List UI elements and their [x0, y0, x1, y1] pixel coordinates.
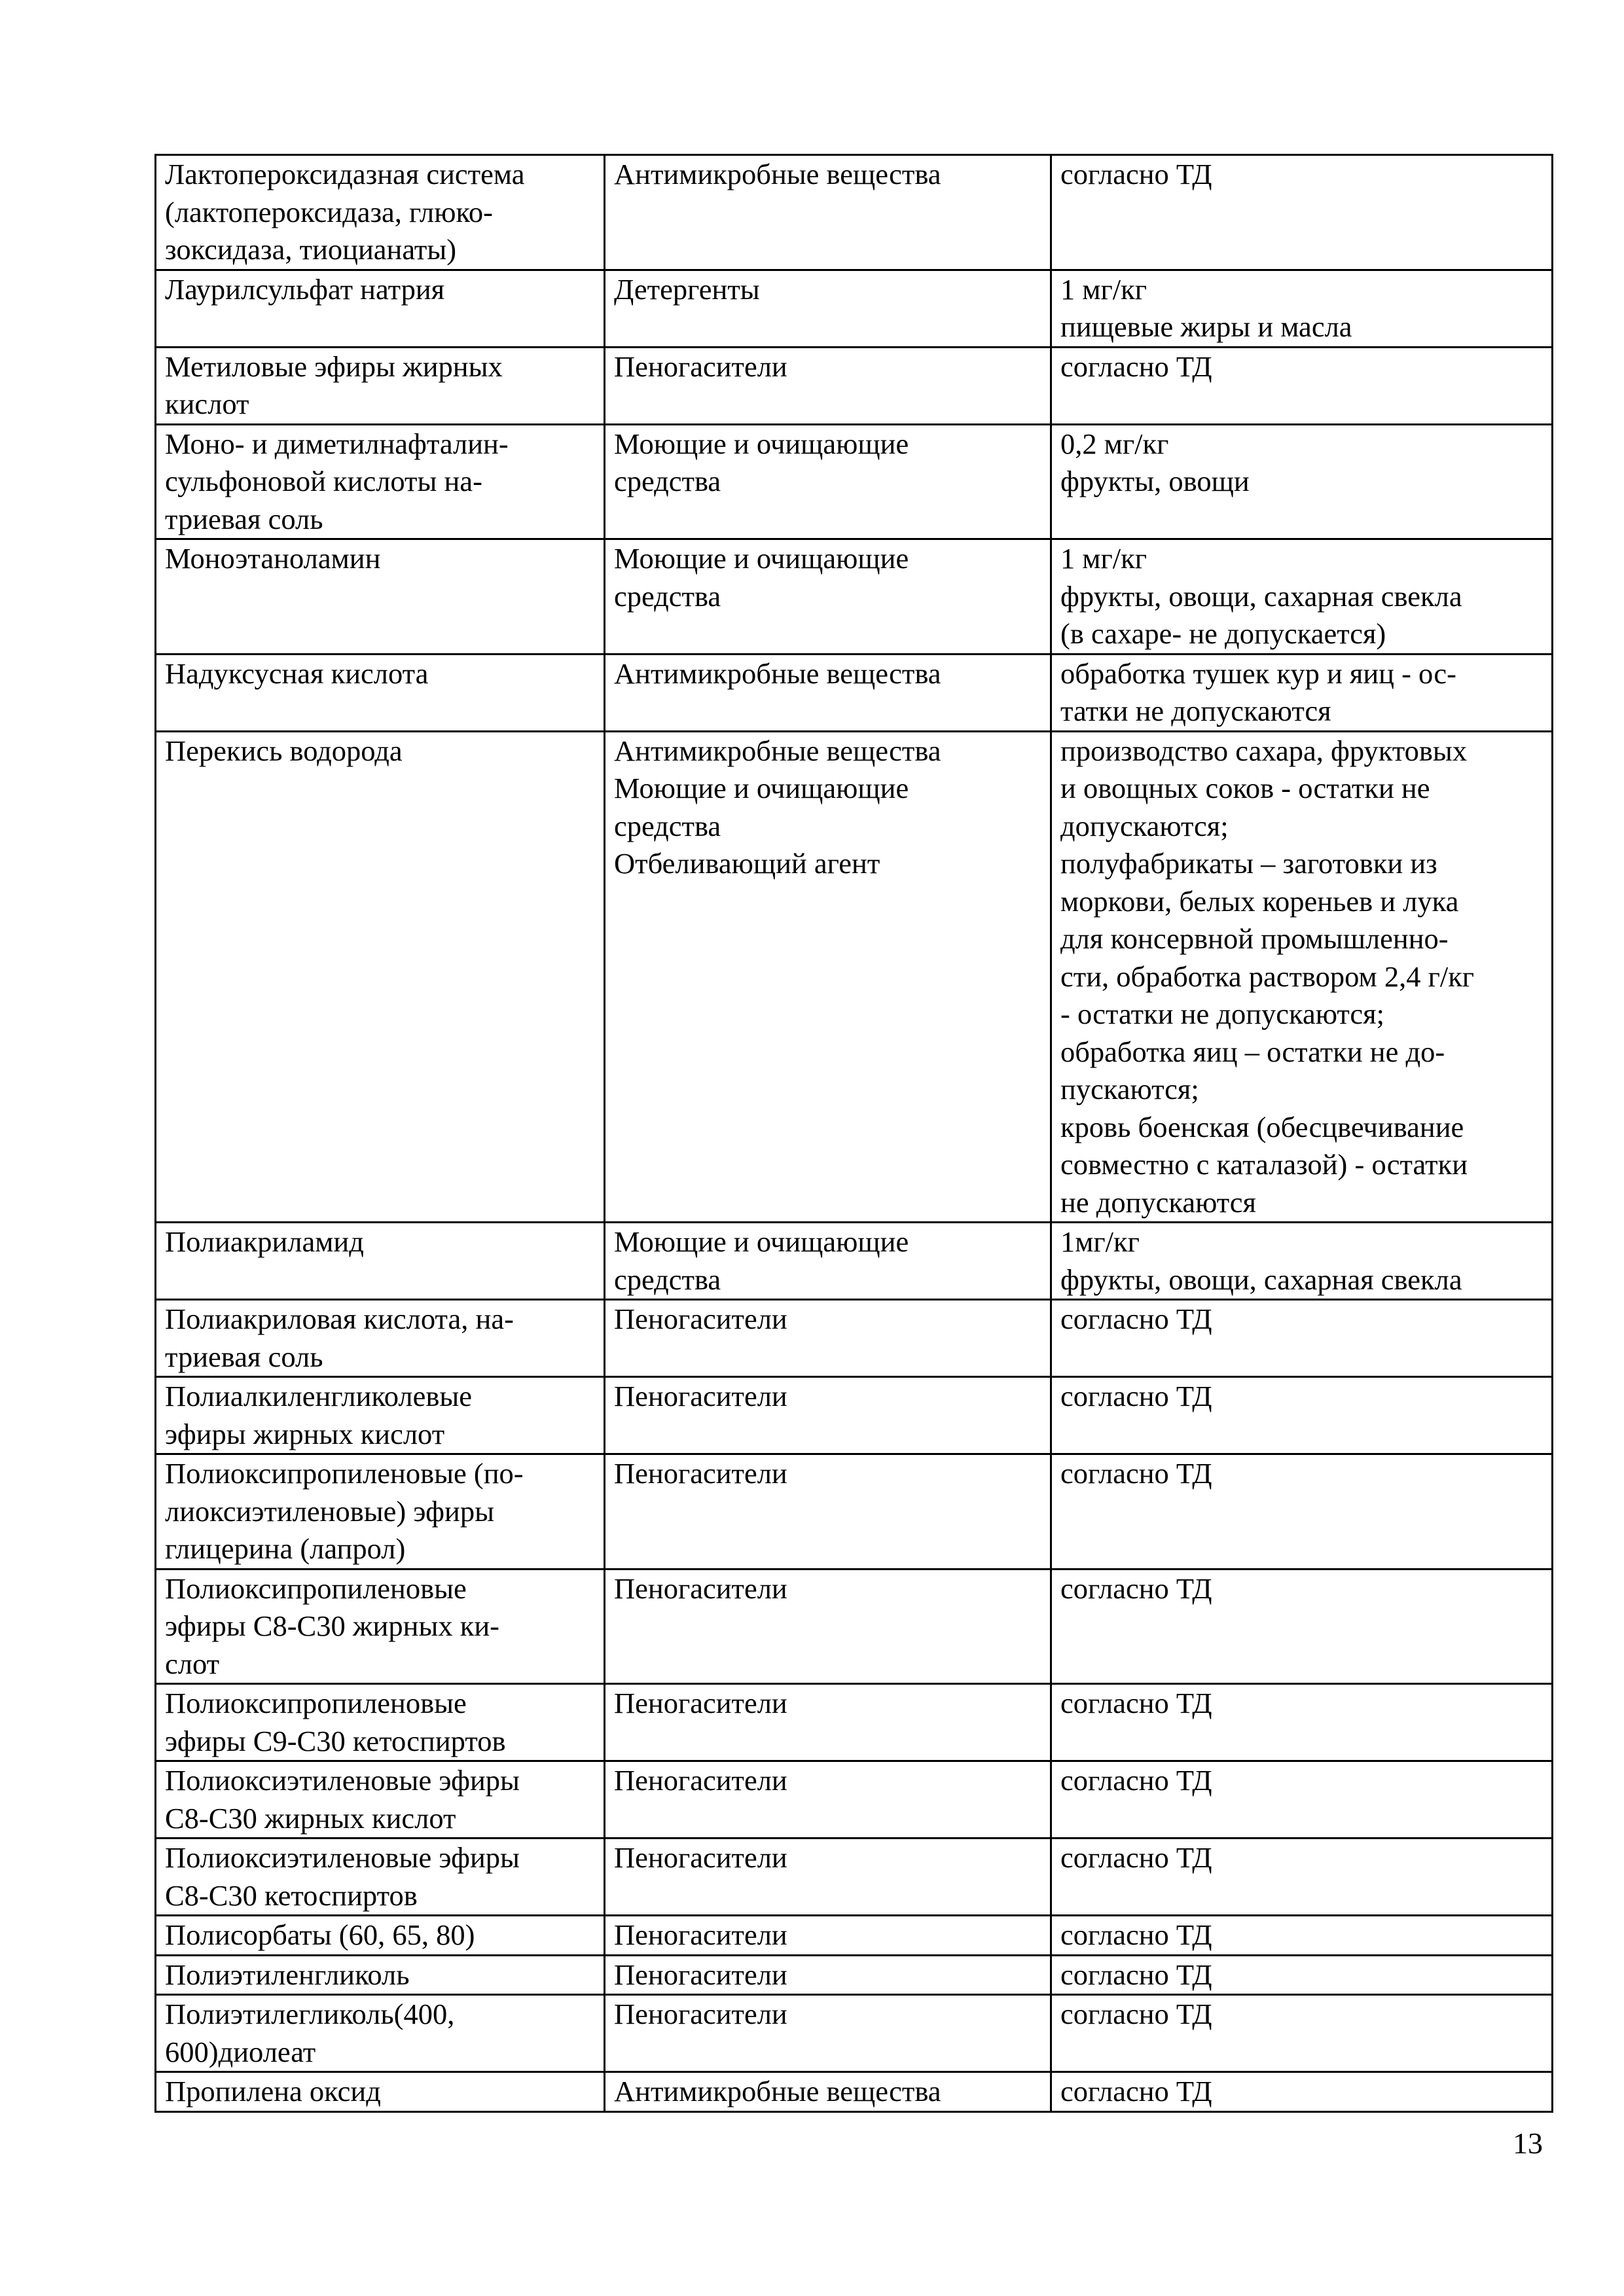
function-cell: Антимикробные вещества — [605, 654, 1051, 731]
function-cell: Пеногасители — [605, 1995, 1051, 2072]
table-row — [156, 1300, 1553, 1377]
conditions-cell: согласно ТД — [1051, 1995, 1553, 2072]
function-cell: Пеногасители — [605, 1300, 1051, 1377]
conditions-cell: согласно ТД — [1051, 347, 1553, 424]
substance-cell: Полиэтилегликоль(400, 600)диолеат — [156, 1995, 605, 2072]
table-row — [156, 1955, 1553, 1995]
substance-cell: Надуксусная кислота — [156, 654, 605, 731]
substance-cell: Пропилена оксид — [156, 2072, 605, 2112]
table-row — [156, 424, 1553, 539]
substance-cell: Полиоксиэтиленовые эфиры С8-С30 жирных кислот — [156, 1761, 605, 1839]
function-cell: Пеногасители — [605, 347, 1051, 424]
conditions-cell: 1мг/кг фрукты, овощи, сахарная свекла — [1051, 1223, 1553, 1300]
table-row — [156, 1569, 1553, 1684]
function-cell: Пеногасители — [605, 1684, 1051, 1761]
table-row — [156, 2072, 1553, 2112]
table-row — [156, 1223, 1553, 1300]
function-cell: Пеногасители — [605, 1761, 1051, 1839]
conditions-cell: 1 мг/кг фрукты, овощи, сахарная свекла (в сахаре- не допускается) — [1051, 539, 1553, 655]
function-cell: Детергенты — [605, 270, 1051, 347]
table-row — [156, 731, 1553, 1223]
function-cell: Антимикробные вещества Моющие и очищающие средства Отбеливающий агент — [605, 731, 1051, 1223]
conditions-cell: производство сахара, фруктовых и овощных соков - остатки не допускаются; полуфабрикаты – заготовки из моркови, белых кореньев и лука для консервной промышленно- сти, обработка раствором 2,4 г/кг - остатки не допускаются; обработка яиц – остатки не до- пускаются; кровь боенская (обесцвечивание совместно с каталазой) - остатки не допускаются — [1051, 731, 1553, 1223]
substance-cell: Полиоксиэтиленовые эфиры С8-С30 кетоспиртов — [156, 1839, 605, 1916]
table-row — [156, 1839, 1553, 1916]
substance-cell: Лактопероксидазная система (лактопероксидаза, глюко- зоксидаза, тиоцианаты) — [156, 155, 605, 270]
table-row — [156, 1916, 1553, 1956]
conditions-cell: согласно ТД — [1051, 1916, 1553, 1956]
substance-cell: Моноэтаноламин — [156, 539, 605, 655]
conditions-cell: согласно ТД — [1051, 1300, 1553, 1377]
substance-cell: Полиакриловая кислота, на- триевая соль — [156, 1300, 605, 1377]
table-row — [156, 1761, 1553, 1839]
substance-cell: Полиоксипропиленовые эфиры С8-С30 жирных ки- слот — [156, 1569, 605, 1684]
substance-cell: Полиакриламид — [156, 1223, 605, 1300]
substance-cell: Полиоксипропиленовые эфиры С9-С30 кетоспиртов — [156, 1684, 605, 1761]
table-row — [156, 1995, 1553, 2072]
conditions-cell: согласно ТД — [1051, 2072, 1553, 2112]
function-cell: Антимикробные вещества — [605, 155, 1051, 270]
conditions-cell: 1 мг/кг пищевые жиры и масла — [1051, 270, 1553, 347]
conditions-cell: согласно ТД — [1051, 1955, 1553, 1995]
function-cell: Пеногасители — [605, 1955, 1051, 1995]
substance-cell: Полиэтиленгликоль — [156, 1955, 605, 1995]
function-cell: Моющие и очищающие средства — [605, 424, 1051, 539]
table-row — [156, 155, 1553, 270]
conditions-cell: согласно ТД — [1051, 1454, 1553, 1570]
conditions-cell: согласно ТД — [1051, 1761, 1553, 1839]
table-row — [156, 1377, 1553, 1454]
conditions-cell: согласно ТД — [1051, 1684, 1553, 1761]
table-row — [156, 539, 1553, 655]
conditions-cell: согласно ТД — [1051, 1569, 1553, 1684]
substances-table — [154, 154, 1553, 2113]
conditions-cell: согласно ТД — [1051, 155, 1553, 270]
table-row — [156, 654, 1553, 731]
conditions-cell: обработка тушек кур и яиц - ос- татки не допускаются — [1051, 654, 1553, 731]
function-cell: Антимикробные вещества — [605, 2072, 1051, 2112]
substance-cell: Полиоксипропиленовые (по- лиоксиэтиленовые) эфиры глицерина (лапрол) — [156, 1454, 605, 1570]
page-number: 13 — [1513, 2126, 1543, 2160]
function-cell: Моющие и очищающие средства — [605, 539, 1051, 655]
substance-cell: Лаурилсульфат натрия — [156, 270, 605, 347]
substance-cell: Моно- и диметилнафталин- сульфоновой кислоты на- триевая соль — [156, 424, 605, 539]
substance-cell: Перекись водорода — [156, 731, 605, 1223]
function-cell: Пеногасители — [605, 1454, 1051, 1570]
table-row — [156, 347, 1553, 424]
function-cell: Моющие и очищающие средства — [605, 1223, 1051, 1300]
function-cell: Пеногасители — [605, 1569, 1051, 1684]
table-row — [156, 1454, 1553, 1570]
conditions-cell: 0,2 мг/кг фрукты, овощи — [1051, 424, 1553, 539]
table-body — [156, 155, 1553, 2112]
function-cell: Пеногасители — [605, 1377, 1051, 1454]
substance-cell: Метиловые эфиры жирных кислот — [156, 347, 605, 424]
table-row — [156, 1684, 1553, 1761]
function-cell: Пеногасители — [605, 1916, 1051, 1956]
conditions-cell: согласно ТД — [1051, 1839, 1553, 1916]
conditions-cell: согласно ТД — [1051, 1377, 1553, 1454]
function-cell: Пеногасители — [605, 1839, 1051, 1916]
substance-cell: Полиалкиленгликолевые эфиры жирных кислот — [156, 1377, 605, 1454]
table-row — [156, 270, 1553, 347]
substance-cell: Полисорбаты (60, 65, 80) — [156, 1916, 605, 1956]
